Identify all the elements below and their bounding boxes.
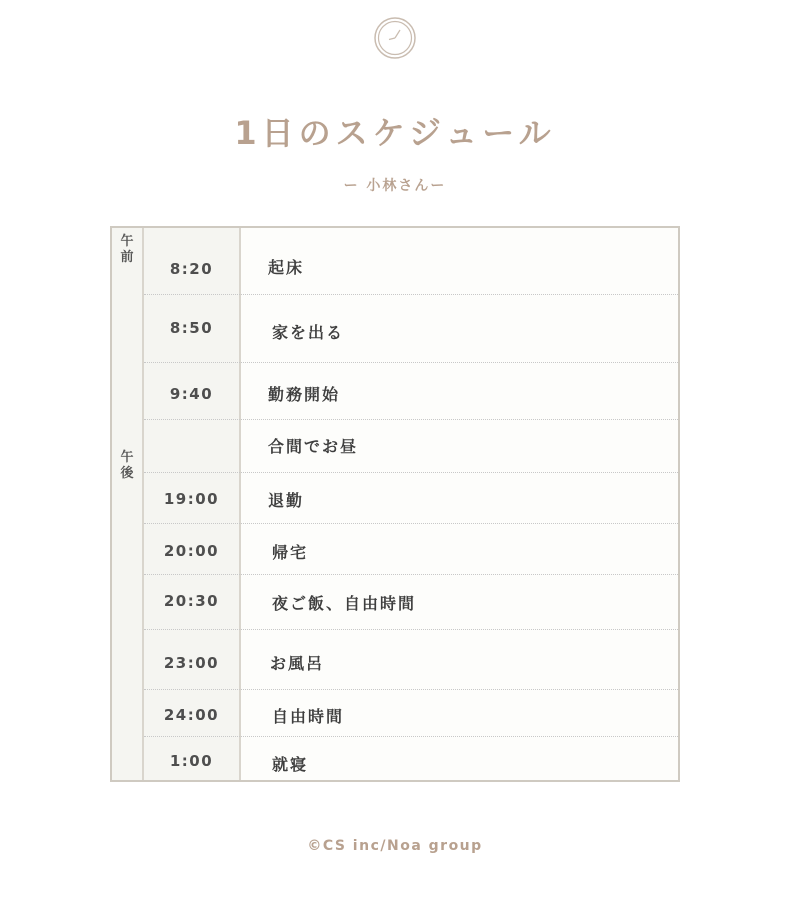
event-cell: 就寝 [272,755,309,774]
time-cell: 20:00 [163,542,220,560]
time-cell: 19:00 [163,490,220,508]
page-title: 1日のスケジュール [234,114,556,152]
row-divider [144,523,678,524]
event-cell: 夜ご飯、自由時間 [272,594,417,613]
time-cell: 24:00 [163,706,220,724]
period-am-char: 前 [120,250,134,265]
period-column [112,228,144,780]
row-divider [144,294,678,295]
time-cell: 8:20 [169,260,214,278]
event-cell: 家を出る [272,323,345,342]
period-label-am [112,234,142,266]
period-label-pm [112,450,142,482]
row-divider [144,362,678,363]
time-cell: 23:00 [163,654,220,672]
row-divider [144,736,678,737]
event-cell: 起床 [268,258,305,277]
event-cell: 自由時間 [272,707,345,726]
row-divider [144,574,678,575]
time-cell: 1:00 [169,752,214,770]
event-cell: 合間でお昼 [268,437,359,456]
time-cell: 8:50 [169,319,214,337]
period-pm-char: 午 [120,450,134,465]
page-subtitle: ー 小林さんー [343,178,447,194]
schedule-table [110,226,680,782]
period-am-char: 午 [120,234,134,249]
time-cell: 20:30 [163,592,220,610]
copyright-text: ©CS inc/Noa group [307,838,483,854]
period-pm-char: 後 [120,466,134,481]
clock-icon [374,17,416,59]
row-divider [144,472,678,473]
row-divider [144,419,678,420]
event-cell: お風呂 [270,654,325,673]
row-divider [144,629,678,630]
time-cell: 9:40 [169,385,214,403]
row-divider [144,689,678,690]
event-cell: 勤務開始 [268,385,341,404]
event-cell: 帰宅 [272,543,309,562]
event-cell: 退勤 [268,491,305,510]
